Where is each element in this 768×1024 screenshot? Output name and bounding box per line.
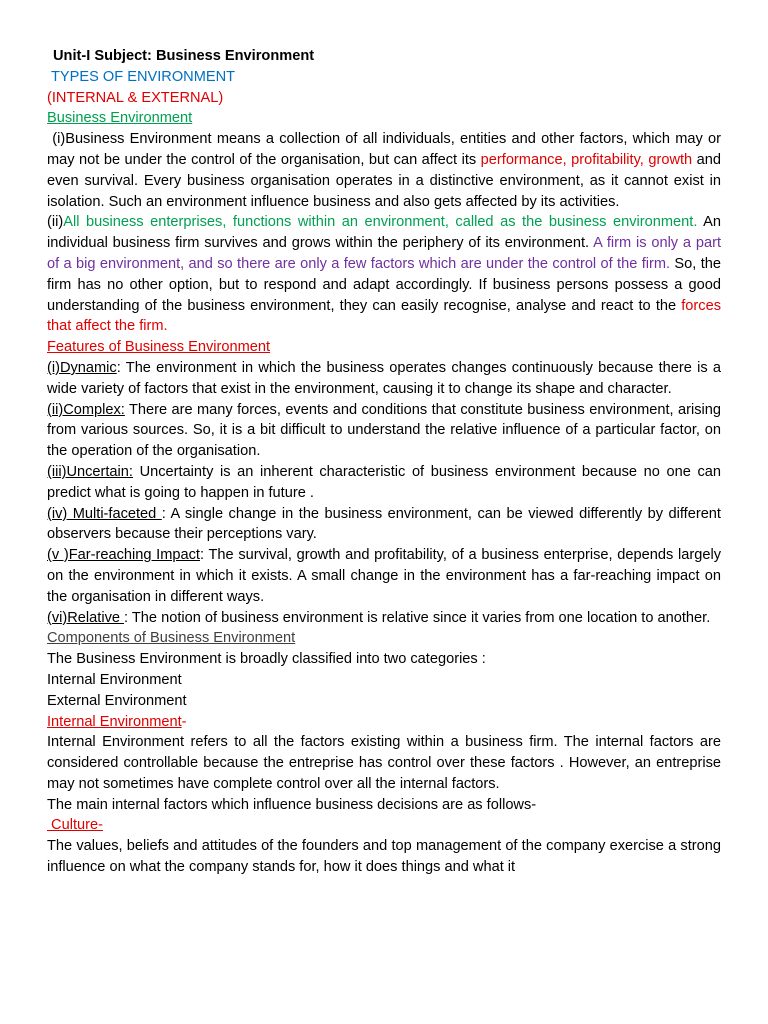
culture-heading: Culture-: [47, 817, 103, 834]
feature-label: (vi)Relative: [47, 609, 125, 626]
internal-external-heading: (INTERNAL & EXTERNAL): [47, 89, 224, 106]
feature-text: : The survival, growth and profitability, of a business enterprise, depends largely on the environment in which it exists. A small change in the environment has a far-reaching impact on the organisation in different ways.: [47, 547, 722, 605]
para2-red-text: forces that affect the firm.: [47, 297, 721, 335]
business-environment-heading: Business Environment: [47, 110, 193, 127]
feature-label: (ii)Complex:: [47, 401, 125, 418]
feature-item: [47, 358, 721, 400]
feature-item: [47, 545, 721, 607]
internal-title: Internal Environment: [47, 713, 182, 730]
document-page: [47, 46, 721, 878]
internal-para-1: Internal Environment refers to all the factors existing within a business firm. The internal factors are considered controllable because the entreprise has control over these factors . However, an entreprise may not sometimes have complete control over all the internal factors.: [47, 734, 721, 792]
feature-item: [47, 462, 721, 504]
components-heading: Components of Business Environment: [47, 630, 296, 647]
feature-text: : A single change in the business environment, can be viewed differently by different observers because their perceptions vary.: [47, 505, 721, 543]
business-environment-para-2: [47, 212, 721, 337]
feature-item: [47, 400, 721, 462]
internal-environment-heading: [47, 712, 721, 733]
feature-item: [47, 504, 721, 546]
business-environment-para-1: [47, 129, 721, 212]
feature-label: (i)Dynamic: [47, 359, 117, 376]
feature-label: (iii)Uncertain:: [47, 463, 133, 480]
feature-text: : The environment in which the business operates changes continuously because there is a wide variety of factors that exist in the environment, causing it to change its shape and character.: [47, 359, 721, 397]
types-heading: TYPES OF ENVIRONMENT: [51, 68, 236, 85]
para2-text-b: An individual business firm survives and grows within the periphery of its environment.: [47, 214, 721, 252]
category-external: External Environment: [47, 692, 187, 709]
unit-title: Unit-I Subject: Business Environment: [53, 48, 315, 64]
para1-text-b: and even survival. Every business organisation operates in a distinctive environment, as it cannot exist in isolation. Such an environment influence business and also gets affected by its activities.: [47, 151, 721, 210]
feature-label: (iv) Multi-faceted: [47, 505, 162, 522]
feature-text: : The notion of business environment is relative since it varies from one location to another.: [124, 609, 711, 626]
internal-para-2: The main internal factors which influence business decisions are as follows-: [47, 796, 537, 813]
internal-dash: -: [181, 713, 187, 730]
para1-red-text: performance, profitability, growth: [480, 151, 693, 168]
feature-label: (v )Far-reaching Impact: [47, 547, 200, 564]
para2-green-text: All business enterprises, functions within an environment, called as the business environment.: [63, 214, 698, 231]
features-heading: Features of Business Environment: [47, 339, 271, 356]
feature-item: [47, 608, 721, 629]
para2-purple-text: A firm is only a part of a big environment, and so there are only a few factors which are under the control of the firm.: [47, 235, 721, 272]
components-intro: The Business Environment is broadly classified into two categories :: [47, 651, 486, 668]
para2-text-a: (ii): [47, 214, 64, 231]
feature-text: There are many forces, events and conditions that constitute business environment, arising from various sources. So, it is a bit difficult to understand the relative influence of a particular factor, on the operation of the organisation.: [47, 401, 721, 460]
feature-text: Uncertainty is an inherent characteristic of business environment because no one can predict what is going to happen in future .: [47, 463, 721, 501]
para1-text-a: (i)Business Environment means a collection of all individuals, entities and other factors, which may or may not be under the control of the organisation, but can affect its: [47, 131, 721, 168]
culture-para: The values, beliefs and attitudes of the founders and top management of the company exercise a strong influence on what the company stands for, how it does things and what it: [47, 838, 721, 876]
para2-text-c: So, the firm has no other option, but to respond and adapt accordingly. If business persons possess a good understanding of the business environment, they can easily recognise, analyse and react to the: [47, 255, 721, 314]
category-internal: Internal Environment: [47, 671, 182, 688]
